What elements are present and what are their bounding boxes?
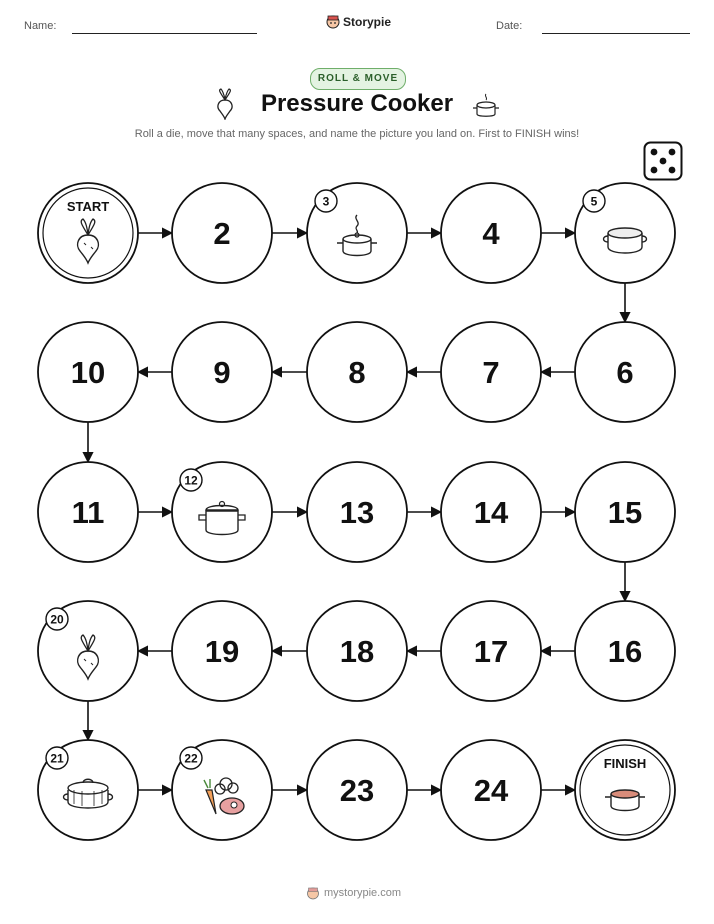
space-start[interactable] bbox=[38, 183, 138, 283]
space-24[interactable] bbox=[441, 740, 541, 840]
space-number: 6 bbox=[616, 355, 634, 390]
space-17[interactable] bbox=[441, 601, 541, 701]
page-title: Pressure Cooker bbox=[260, 90, 454, 117]
space-number: 13 bbox=[339, 495, 375, 530]
space-number: 19 bbox=[204, 634, 240, 669]
space-number: 10 bbox=[70, 355, 106, 390]
space-16[interactable] bbox=[575, 601, 675, 701]
space-number: 16 bbox=[607, 634, 643, 669]
space-22[interactable] bbox=[172, 740, 272, 840]
footer bbox=[306, 886, 401, 900]
space-8[interactable] bbox=[307, 322, 407, 422]
space-20[interactable] bbox=[38, 601, 138, 701]
space-6[interactable] bbox=[575, 322, 675, 422]
space-number: 12 bbox=[184, 473, 198, 488]
space-13[interactable] bbox=[307, 462, 407, 562]
space-19[interactable] bbox=[172, 601, 272, 701]
date-label: Date: bbox=[496, 20, 523, 32]
space-number: 9 bbox=[213, 355, 231, 390]
name-label: Name: bbox=[24, 20, 57, 32]
space-23[interactable] bbox=[307, 740, 407, 840]
space-21[interactable] bbox=[38, 740, 138, 840]
space-11[interactable] bbox=[38, 462, 138, 562]
space-15[interactable] bbox=[575, 462, 675, 562]
space-5[interactable] bbox=[575, 183, 675, 283]
space-number: 7 bbox=[482, 355, 500, 390]
space-number: 21 bbox=[50, 751, 64, 766]
space-number: 3 bbox=[322, 194, 330, 209]
space-14[interactable] bbox=[441, 462, 541, 562]
space-number: 14 bbox=[473, 495, 509, 530]
space-number: 8 bbox=[348, 355, 366, 390]
space-number: 18 bbox=[339, 634, 375, 669]
space-number: 5 bbox=[590, 194, 598, 209]
space-number: 4 bbox=[482, 216, 500, 251]
space-7[interactable] bbox=[441, 322, 541, 422]
space-number: 2 bbox=[213, 216, 231, 251]
space-number: 11 bbox=[71, 495, 105, 530]
space-10[interactable] bbox=[38, 322, 138, 422]
space-label: FINISH bbox=[603, 756, 647, 771]
space-number: 22 bbox=[184, 751, 198, 766]
mascot-icon bbox=[306, 886, 320, 900]
activity-badge: ROLL & MOVE bbox=[310, 68, 406, 90]
space-12[interactable] bbox=[172, 462, 272, 562]
space-18[interactable] bbox=[307, 601, 407, 701]
space-3[interactable] bbox=[307, 183, 407, 283]
space-number: 17 bbox=[473, 634, 509, 669]
space-4[interactable] bbox=[441, 183, 541, 283]
space-label: START bbox=[66, 199, 110, 214]
space-number: 15 bbox=[607, 495, 643, 530]
footer-url[interactable]: mystorypie.com bbox=[324, 887, 402, 899]
space-finish[interactable] bbox=[575, 740, 675, 840]
space-number: 20 bbox=[50, 612, 64, 627]
space-2[interactable] bbox=[172, 183, 272, 283]
space-number: 24 bbox=[473, 773, 509, 808]
instructions: Roll a die, move that many spaces, and name the picture you land on. First to FINISH wins! bbox=[134, 128, 580, 140]
space-9[interactable] bbox=[172, 322, 272, 422]
space-number: 23 bbox=[339, 773, 375, 808]
brand-name: Storypie bbox=[343, 15, 392, 29]
